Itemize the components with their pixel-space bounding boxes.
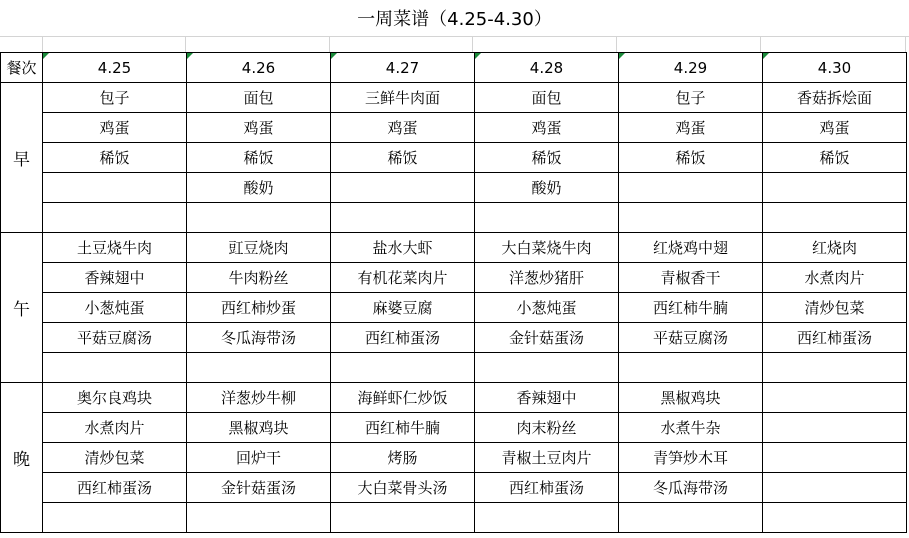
menu-row <box>1 173 907 203</box>
dish-cell[interactable]: 大白菜骨头汤 <box>331 473 475 503</box>
gridline <box>185 36 186 52</box>
dish-cell[interactable]: 西红柿蛋汤 <box>331 323 475 353</box>
dish-cell[interactable] <box>763 203 907 233</box>
dish-cell[interactable] <box>187 203 331 233</box>
comment-marker <box>187 53 193 59</box>
sheet-title: 一周菜谱（4.25-4.30） <box>0 0 909 37</box>
menu-row <box>1 323 907 353</box>
dish-cell[interactable]: 洋葱炒牛柳 <box>187 383 331 413</box>
gridline <box>760 36 761 52</box>
dish-cell[interactable]: 西红柿蛋汤 <box>475 473 619 503</box>
dish-cell[interactable] <box>187 353 331 383</box>
gridline <box>472 36 473 52</box>
dish-cell[interactable]: 西红柿牛腩 <box>331 413 475 443</box>
dish-cell[interactable]: 水煮牛杂 <box>619 413 763 443</box>
dish-cell[interactable] <box>763 443 907 473</box>
dish-cell[interactable]: 红烧鸡中翅 <box>619 233 763 263</box>
dish-cell[interactable] <box>763 413 907 443</box>
dish-cell[interactable]: 平菇豆腐汤 <box>43 323 187 353</box>
dish-cell[interactable]: 稀饭 <box>187 143 331 173</box>
dish-cell[interactable]: 西红柿炒蛋 <box>187 293 331 323</box>
dish-cell[interactable]: 青椒香干 <box>619 263 763 293</box>
dish-cell[interactable]: 鸡蛋 <box>43 113 187 143</box>
dish-cell[interactable]: 金针菇蛋汤 <box>475 323 619 353</box>
dish-cell[interactable]: 牛肉粉丝 <box>187 263 331 293</box>
dish-cell[interactable]: 冬瓜海带汤 <box>619 473 763 503</box>
dish-cell[interactable]: 回炉干 <box>187 443 331 473</box>
meal-label-cell[interactable]: 晚 <box>1 383 43 533</box>
menu-row <box>1 413 907 443</box>
date-header-cell[interactable]: 4.26 <box>187 53 331 83</box>
dish-cell[interactable]: 奥尔良鸡块 <box>43 383 187 413</box>
dish-cell[interactable] <box>619 203 763 233</box>
dish-cell[interactable] <box>763 503 907 533</box>
dish-cell[interactable]: 西红柿牛腩 <box>619 293 763 323</box>
dish-cell[interactable]: 红烧肉 <box>763 233 907 263</box>
menu-row <box>1 473 907 503</box>
menu-row <box>1 443 907 473</box>
menu-table <box>0 52 907 533</box>
dish-cell[interactable]: 土豆烧牛肉 <box>43 233 187 263</box>
blank-row <box>0 36 909 52</box>
dish-cell[interactable]: 洋葱炒猪肝 <box>475 263 619 293</box>
dish-cell[interactable]: 稀饭 <box>475 143 619 173</box>
dish-cell[interactable]: 大白菜烧牛肉 <box>475 233 619 263</box>
dish-cell[interactable] <box>763 173 907 203</box>
dish-cell[interactable]: 包子 <box>43 83 187 113</box>
meal-header-cell[interactable]: 餐次 <box>1 53 43 83</box>
dish-cell[interactable]: 西红柿蛋汤 <box>43 473 187 503</box>
gridline <box>42 36 43 52</box>
dish-cell[interactable]: 小葱炖蛋 <box>475 293 619 323</box>
dish-cell[interactable] <box>43 353 187 383</box>
dish-cell[interactable]: 豇豆烧肉 <box>187 233 331 263</box>
dish-cell[interactable]: 鸡蛋 <box>187 113 331 143</box>
dish-cell[interactable]: 平菇豆腐汤 <box>619 323 763 353</box>
dish-cell[interactable] <box>331 203 475 233</box>
dish-cell[interactable]: 青笋炒木耳 <box>619 443 763 473</box>
dish-cell[interactable] <box>187 503 331 533</box>
dish-cell[interactable]: 香辣翅中 <box>475 383 619 413</box>
menu-row <box>1 203 907 233</box>
dish-cell[interactable]: 鸡蛋 <box>619 113 763 143</box>
dish-cell[interactable]: 青椒土豆肉片 <box>475 443 619 473</box>
dish-cell[interactable]: 包子 <box>619 83 763 113</box>
dish-cell[interactable]: 黑椒鸡块 <box>187 413 331 443</box>
dish-cell[interactable] <box>475 203 619 233</box>
gridline <box>616 36 617 52</box>
dish-cell[interactable] <box>475 503 619 533</box>
dish-cell[interactable]: 鸡蛋 <box>475 113 619 143</box>
menu-row <box>1 503 907 533</box>
dish-cell[interactable]: 水煮肉片 <box>43 413 187 443</box>
dish-cell[interactable]: 酸奶 <box>475 173 619 203</box>
dish-cell[interactable]: 麻婆豆腐 <box>331 293 475 323</box>
date-header-cell[interactable]: 4.27 <box>331 53 475 83</box>
dish-cell[interactable]: 盐水大虾 <box>331 233 475 263</box>
dish-cell[interactable]: 有机花菜肉片 <box>331 263 475 293</box>
dish-cell[interactable]: 清炒包菜 <box>763 293 907 323</box>
menu-row <box>1 353 907 383</box>
dish-cell[interactable] <box>43 173 187 203</box>
dish-cell[interactable] <box>331 173 475 203</box>
comment-marker <box>763 53 769 59</box>
dish-cell[interactable] <box>331 353 475 383</box>
dish-cell[interactable]: 香菇拆烩面 <box>763 83 907 113</box>
dish-cell[interactable]: 烤肠 <box>331 443 475 473</box>
comment-marker <box>43 53 49 59</box>
dish-cell[interactable]: 鸡蛋 <box>331 113 475 143</box>
dish-cell[interactable]: 冬瓜海带汤 <box>187 323 331 353</box>
gridline <box>329 36 330 52</box>
menu-row <box>1 233 907 263</box>
dish-cell[interactable] <box>475 353 619 383</box>
dish-cell[interactable]: 水煮肉片 <box>763 263 907 293</box>
dish-cell[interactable]: 香辣翅中 <box>43 263 187 293</box>
menu-row <box>1 383 907 413</box>
dish-cell[interactable]: 面包 <box>187 83 331 113</box>
menu-row <box>1 83 907 113</box>
dish-cell[interactable] <box>763 473 907 503</box>
comment-marker <box>475 53 481 59</box>
dish-cell[interactable]: 稀饭 <box>763 143 907 173</box>
dish-cell[interactable] <box>43 203 187 233</box>
dish-cell[interactable]: 三鲜牛肉面 <box>331 83 475 113</box>
dish-cell[interactable]: 稀饭 <box>43 143 187 173</box>
comment-marker <box>619 53 625 59</box>
header-row <box>1 53 907 83</box>
dish-cell[interactable]: 稀饭 <box>331 143 475 173</box>
comment-marker <box>331 53 337 59</box>
dish-cell[interactable]: 西红柿蛋汤 <box>763 323 907 353</box>
dish-cell[interactable]: 黑椒鸡块 <box>619 383 763 413</box>
dish-cell[interactable]: 稀饭 <box>619 143 763 173</box>
meal-label-cell[interactable]: 午 <box>1 233 43 383</box>
menu-row <box>1 143 907 173</box>
dish-cell[interactable] <box>331 503 475 533</box>
dish-cell[interactable]: 小葱炖蛋 <box>43 293 187 323</box>
dish-cell[interactable]: 酸奶 <box>187 173 331 203</box>
dish-cell[interactable]: 清炒包菜 <box>43 443 187 473</box>
date-header-cell[interactable]: 4.25 <box>43 53 187 83</box>
dish-cell[interactable] <box>619 173 763 203</box>
date-header-cell[interactable]: 4.30 <box>763 53 907 83</box>
dish-cell[interactable] <box>763 383 907 413</box>
gridline <box>905 36 906 52</box>
dish-cell[interactable] <box>619 503 763 533</box>
dish-cell[interactable] <box>43 503 187 533</box>
dish-cell[interactable]: 肉末粉丝 <box>475 413 619 443</box>
dish-cell[interactable]: 金针菇蛋汤 <box>187 473 331 503</box>
dish-cell[interactable]: 面包 <box>475 83 619 113</box>
date-header-cell[interactable]: 4.29 <box>619 53 763 83</box>
date-header-cell[interactable]: 4.28 <box>475 53 619 83</box>
menu-row <box>1 293 907 323</box>
dish-cell[interactable]: 鸡蛋 <box>763 113 907 143</box>
meal-label-cell[interactable]: 早 <box>1 83 43 233</box>
dish-cell[interactable]: 海鲜虾仁炒饭 <box>331 383 475 413</box>
dish-cell[interactable] <box>619 353 763 383</box>
dish-cell[interactable] <box>763 353 907 383</box>
menu-row <box>1 113 907 143</box>
menu-row <box>1 263 907 293</box>
